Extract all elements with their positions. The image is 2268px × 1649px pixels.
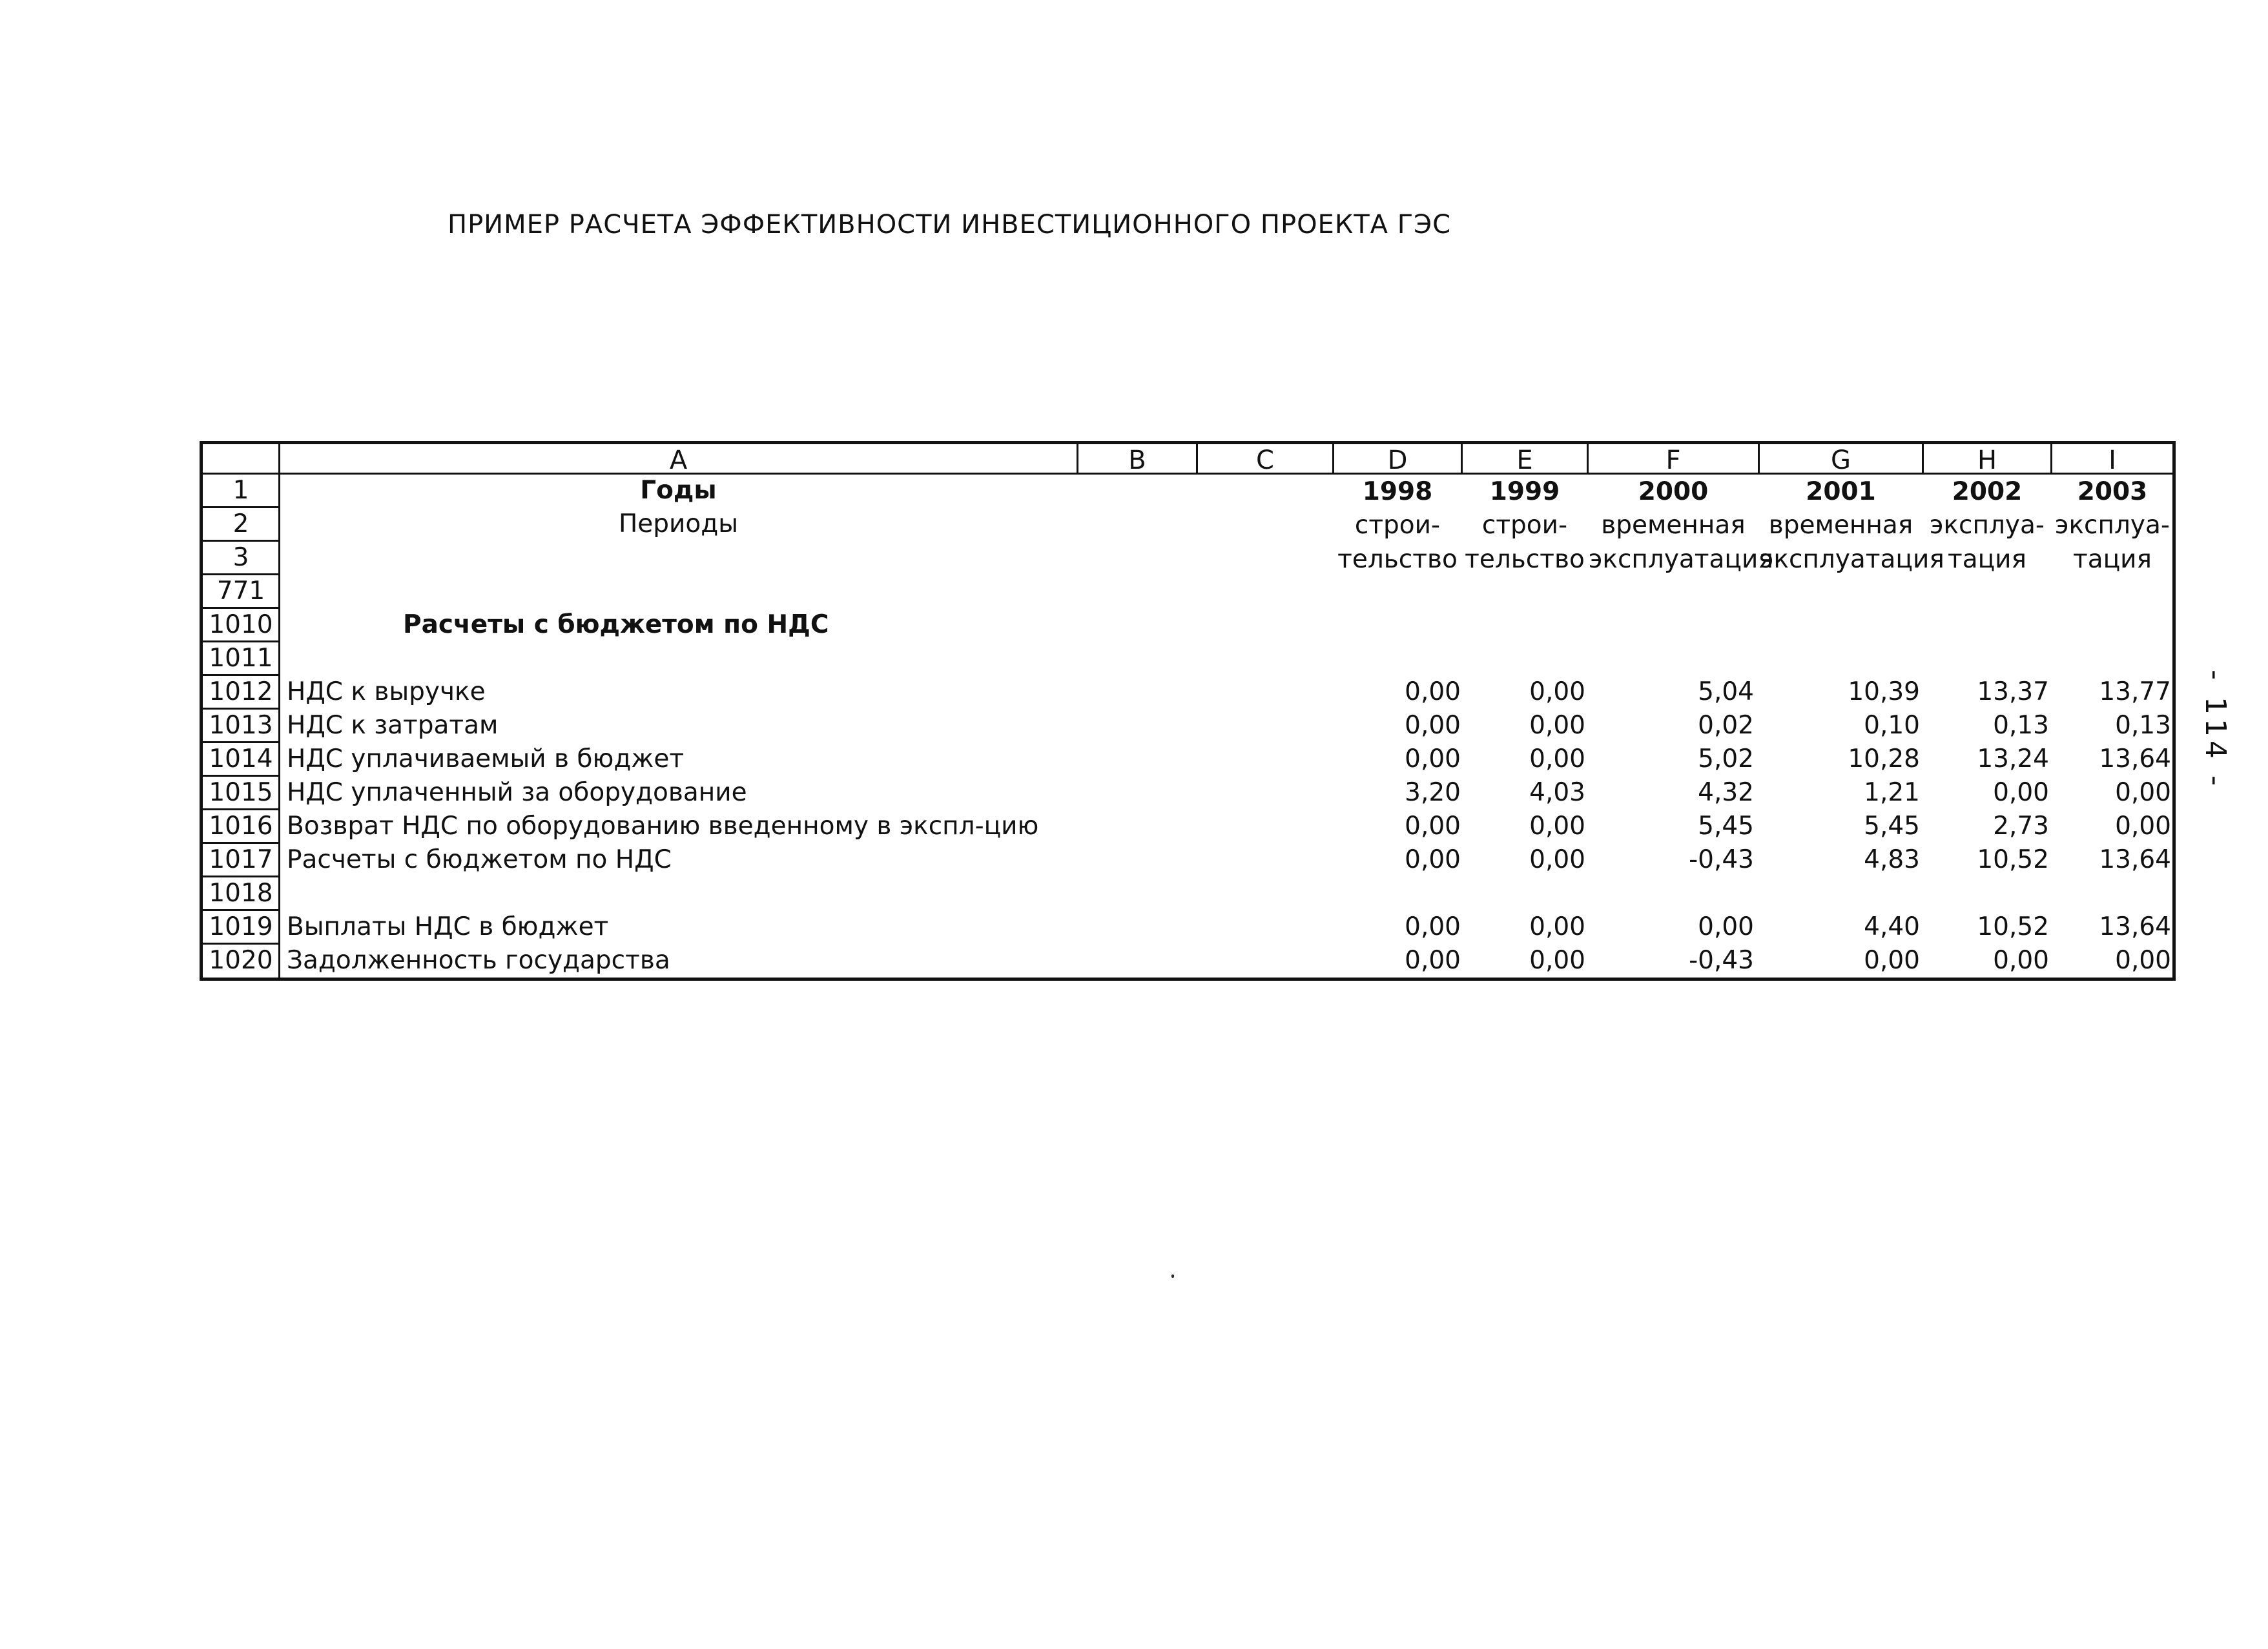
column-header-c[interactable]: C (1256, 446, 1274, 475)
value-cell[interactable]: 3,20 (1405, 778, 1461, 807)
column-header-b[interactable]: B (1128, 446, 1146, 475)
value-cell[interactable]: 0,13 (1993, 711, 2049, 740)
value-cell[interactable]: 0,00 (1529, 812, 1585, 841)
row-number[interactable]: 1 (232, 476, 249, 505)
value-cell[interactable]: 5,45 (1698, 812, 1754, 841)
value-cell[interactable]: 10,28 (1848, 744, 1920, 773)
row-number[interactable]: 1016 (209, 812, 273, 841)
column-header-d[interactable]: D (1387, 446, 1408, 475)
value-cell[interactable]: 4,40 (1864, 912, 1920, 941)
value-cell[interactable]: 13,37 (1977, 677, 2049, 706)
row-number[interactable]: 1015 (209, 778, 273, 807)
year-cell: 2000 (1638, 477, 1709, 506)
row-number[interactable]: 1010 (209, 610, 273, 639)
row-number[interactable]: 1019 (209, 912, 273, 941)
year-cell: 2002 (1952, 477, 2023, 506)
value-cell[interactable]: 0,00 (1405, 677, 1461, 706)
row-label: НДС уплаченный за оборудование (287, 778, 747, 807)
period-cell: тация (1948, 545, 2026, 574)
period-cell: эксплуа- (2055, 511, 2170, 540)
value-cell[interactable]: 0,00 (1993, 946, 2049, 975)
page-number: - 114 - (2199, 670, 2232, 790)
value-cell[interactable]: 10,52 (1977, 912, 2049, 941)
value-cell[interactable]: 4,32 (1698, 778, 1754, 807)
column-header-f[interactable]: F (1665, 446, 1681, 475)
row-number[interactable]: 1020 (209, 946, 273, 975)
column-header-h[interactable]: H (1977, 446, 1997, 475)
spreadsheet (200, 441, 2176, 981)
row-number[interactable]: 2 (232, 509, 249, 538)
year-cell: 1999 (1489, 477, 1560, 506)
value-cell[interactable]: 13,64 (2099, 845, 2171, 874)
column-header-e[interactable]: E (1516, 446, 1533, 475)
column-header-i[interactable]: I (2108, 446, 2116, 475)
row-label: Выплаты НДС в бюджет (287, 912, 609, 941)
value-cell[interactable]: 0,00 (2115, 946, 2171, 975)
row-number[interactable]: 1011 (209, 644, 273, 673)
period-cell: эксплуа- (1930, 511, 2045, 540)
period-cell: временная (1601, 511, 1746, 540)
value-cell[interactable]: 5,04 (1698, 677, 1754, 706)
value-cell[interactable]: 13,24 (1977, 744, 2049, 773)
value-cell[interactable]: 0,00 (1405, 812, 1461, 841)
row-number[interactable]: 771 (216, 577, 265, 606)
value-cell[interactable]: 10,39 (1848, 677, 1920, 706)
row-label: Задолженность государства (287, 946, 670, 975)
period-cell: тельство (1337, 545, 1458, 574)
value-cell[interactable]: 0,00 (1529, 677, 1585, 706)
value-cell[interactable]: 0,00 (1529, 744, 1585, 773)
period-cell: эксплуатация (1589, 545, 1773, 574)
value-cell[interactable]: 0,00 (1405, 711, 1461, 740)
value-cell[interactable]: 0,00 (1993, 778, 2049, 807)
value-cell[interactable]: 0,00 (1405, 912, 1461, 941)
value-cell[interactable]: 0,00 (1405, 845, 1461, 874)
value-cell[interactable]: 4,83 (1864, 845, 1920, 874)
value-cell[interactable]: 5,02 (1698, 744, 1754, 773)
value-cell[interactable]: 0,00 (1529, 946, 1585, 975)
value-cell[interactable]: 0,10 (1864, 711, 1920, 740)
years-label: Годы (640, 476, 717, 505)
value-cell[interactable]: 4,03 (1529, 778, 1585, 807)
value-cell[interactable]: 0,02 (1698, 711, 1754, 740)
value-cell[interactable]: 0,00 (1529, 912, 1585, 941)
value-cell[interactable]: 0,00 (2115, 812, 2171, 841)
value-cell[interactable]: 13,77 (2099, 677, 2171, 706)
row-number[interactable]: 1018 (209, 879, 273, 908)
value-cell[interactable]: 0,00 (1405, 744, 1461, 773)
value-cell[interactable]: 13,64 (2099, 744, 2171, 773)
column-header-a[interactable]: A (669, 446, 688, 475)
value-cell[interactable]: 0,00 (1529, 711, 1585, 740)
period-cell: эксплуатация (1760, 545, 1944, 574)
value-cell[interactable]: 5,45 (1864, 812, 1920, 841)
period-cell: тация (2073, 545, 2152, 574)
row-number[interactable]: 3 (232, 543, 249, 572)
row-number[interactable]: 1013 (209, 711, 273, 740)
row-label: Возврат НДС по оборудованию введенному в экспл-цию (287, 812, 1039, 841)
periods-label: Периоды (618, 509, 739, 538)
year-cell: 1998 (1362, 477, 1433, 506)
period-cell: строи- (1354, 511, 1441, 540)
row-number[interactable]: 1017 (209, 845, 273, 874)
scan-speck (1171, 1275, 1174, 1278)
period-cell: тельство (1465, 545, 1585, 574)
row-label: НДС уплачиваемый в бюджет (287, 744, 685, 773)
value-cell[interactable]: -0,43 (1689, 845, 1754, 874)
period-cell: строи- (1481, 511, 1568, 540)
column-header-g[interactable]: G (1831, 446, 1851, 475)
year-cell: 2003 (2077, 477, 2148, 506)
year-cell: 2001 (1806, 477, 1876, 506)
row-label: НДС к затратам (287, 711, 499, 740)
value-cell[interactable]: 10,52 (1977, 845, 2049, 874)
value-cell[interactable]: 0,00 (1698, 912, 1754, 941)
value-cell[interactable]: 0,00 (1529, 845, 1585, 874)
row-label: НДС к выручке (287, 677, 486, 706)
period-cell: временная (1768, 511, 1913, 540)
value-cell[interactable]: 0,00 (1405, 946, 1461, 975)
value-cell[interactable]: 0,00 (1864, 946, 1920, 975)
document-title: ПРИМЕР РАСЧЕТА ЭФФЕКТИВНОСТИ ИНВЕСТИЦИОННОГО ПРОЕКТА ГЭС (447, 210, 1451, 240)
value-cell[interactable]: 1,21 (1864, 778, 1920, 807)
section-title: Расчеты с бюджетом по НДС (403, 610, 829, 639)
value-cell[interactable]: -0,43 (1689, 946, 1754, 975)
value-cell[interactable]: 13,64 (2099, 912, 2171, 941)
row-number[interactable]: 1014 (209, 744, 273, 773)
row-label: Расчеты с бюджетом по НДС (287, 845, 672, 874)
value-cell[interactable]: 0,00 (2115, 778, 2171, 807)
value-cell[interactable]: 2,73 (1993, 812, 2049, 841)
value-cell[interactable]: 0,13 (2115, 711, 2171, 740)
row-number[interactable]: 1012 (209, 677, 273, 706)
